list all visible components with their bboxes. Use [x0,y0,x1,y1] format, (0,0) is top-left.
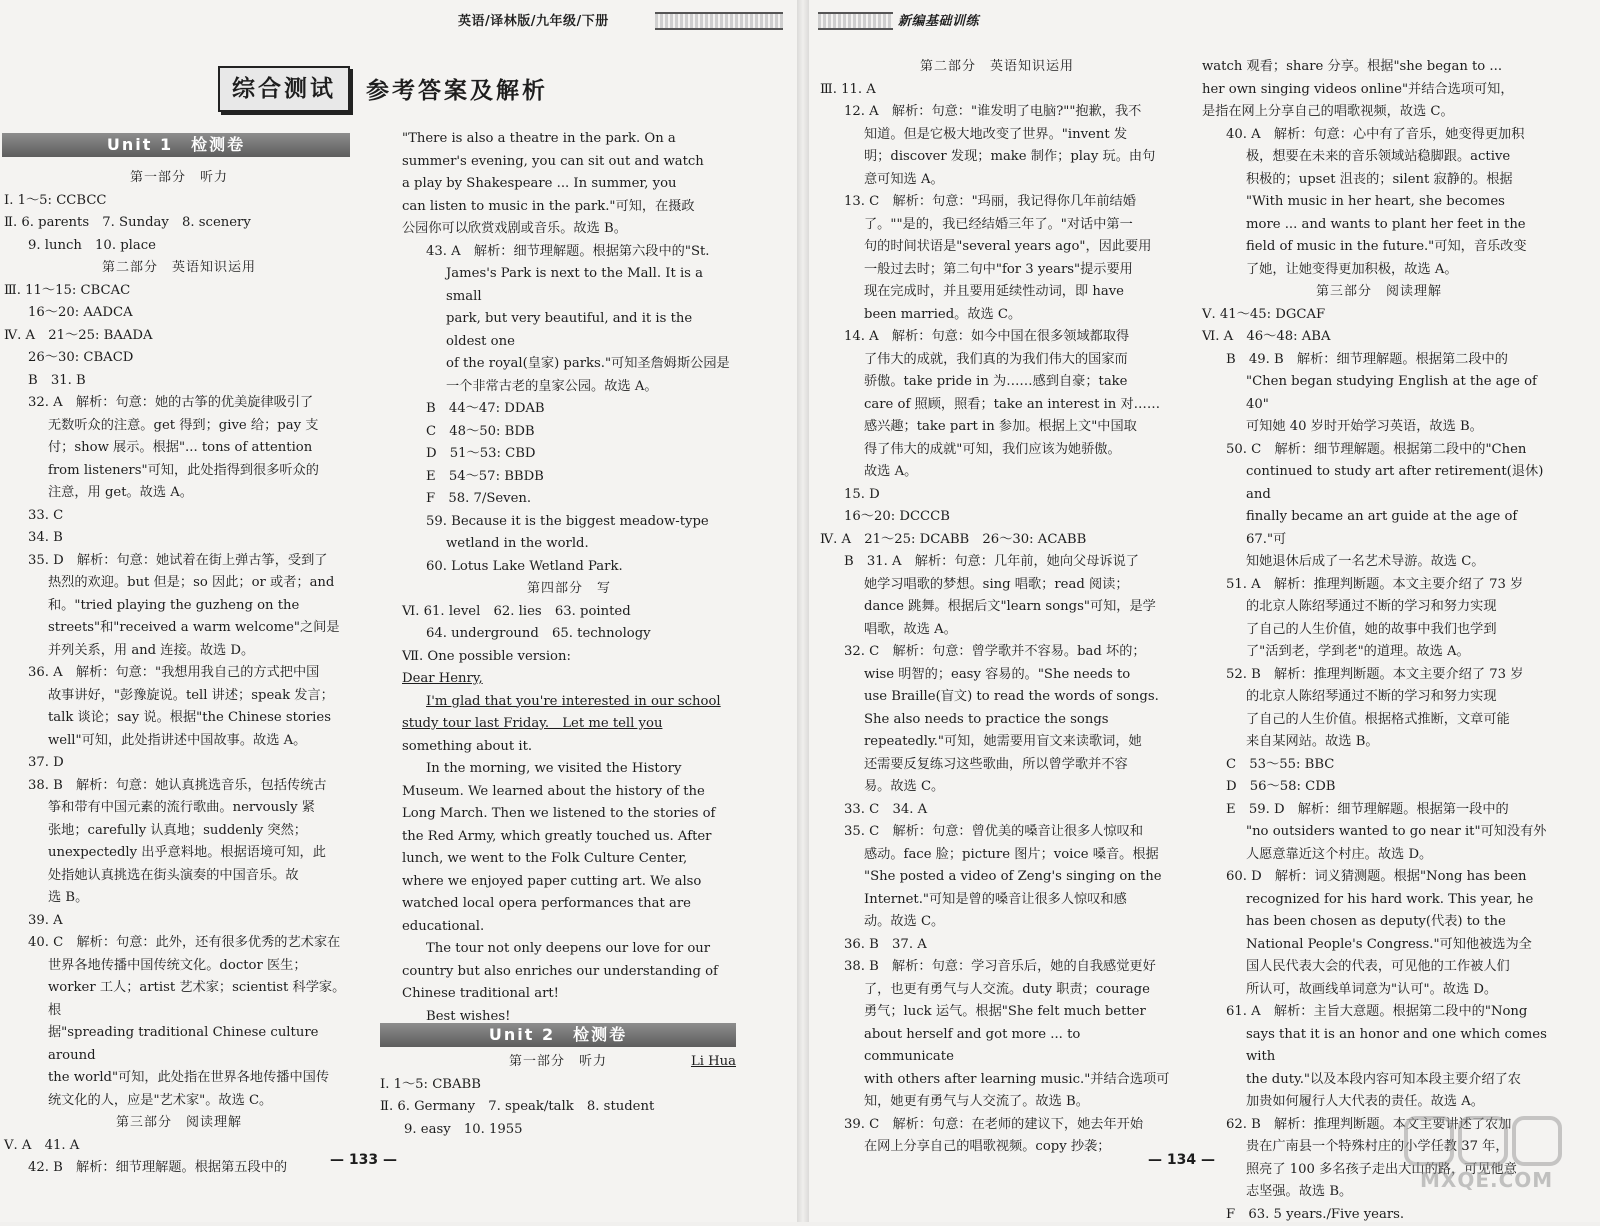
header-band-right [818,12,893,30]
answer-line: 知她退休后成了一名艺术导游。故选 C。 [1202,551,1556,574]
answer-line: Internet."可知是曾的嗓音让很多人惊叹和感 [820,889,1174,912]
section-title-box: 综合测试 [218,66,350,112]
answer-line: well"可知，此处指讲述中国故事。故选 A。 [4,730,354,753]
answer-line: 第二部分 英语知识运用 [4,257,354,280]
answer-line: the Red Army, which greatly touched us. After [402,826,736,849]
answer-line: 热烈的欢迎。but 但是；so 因此；or 或者；and [4,572,354,595]
answer-line: Ⅳ. A 21～25: DCABB 26～30: ACABB [820,529,1174,552]
answer-line: Ⅶ. One possible version: [402,646,736,669]
answer-line: 知道。但是它极大地改变了世界。"invent 发 [820,124,1174,147]
answer-line: Ⅲ. 11～15: CBCAC [4,280,354,303]
answer-column-3 [820,56,1174,1159]
answer-line: 了"活到老，学到老"的道理。故选 A。 [1202,641,1556,664]
unit1-banner: Unit 1 检测卷 [2,133,350,157]
answer-line: 了伟大的成就，我们真的为我们伟大的国家而 [820,349,1174,372]
answer-line: Museum. We learned about the history of the [402,781,736,804]
answer-line: of the royal(皇家) parks."可知圣詹姆斯公园是 [402,353,736,376]
answer-line: continued to study art after retirement(退休) and [1202,461,1556,506]
answer-line: 15. D [820,484,1174,507]
answer-line: 加贵如何履行人大代表的责任。故选 A。 [1202,1091,1556,1114]
answer-line: 动。故选 C。 [820,911,1174,934]
answer-line: 第一部分 听力 [380,1051,736,1074]
answer-line: 32. A 解析：句意：她的古筝的优美旋律吸引了 [4,392,354,415]
answer-line: streets"和"received a warm welcome"之间是 [4,617,354,640]
answer-line: unexpectedly 出乎意料地。根据语境可知，此 [4,842,354,865]
answer-line: watch 观看；share 分享。根据"she began to ... [1202,56,1556,79]
answer-line: worker 工人；artist 艺术家；scientist 科学家。根 [4,977,354,1022]
answer-line: 她学习唱歌的梦想。sing 唱歌；read 阅读； [820,574,1174,597]
answer-line: 32. C 解析：句意：曾学歌并不容易。bad 坏的； [820,641,1174,664]
header-book-info: 英语/译林版/九年级/下册 [458,10,609,29]
answer-line: has been chosen as deputy(代表) to the [1202,911,1556,934]
answer-line: watched local opera performances that are [402,893,736,916]
answer-line: 是指在网上分享自己的唱歌视频，故选 C。 [1202,101,1556,124]
answer-line: can listen to music in the park."可知，在摄政 [402,196,736,219]
answer-line: educational. [402,916,736,939]
answer-line: 36. A 解析：句意："我想用我自己的方式把中国 [4,662,354,685]
answer-line: 得了伟大的成就"可知，我们应该为她骄傲。 [820,439,1174,462]
answer-line: 勇气；luck 运气。根据"She felt much better [820,1001,1174,1024]
answer-line: D 56～58: CDB [1202,776,1556,799]
answer-line: study tour last Friday. Let me tell you [402,713,736,736]
answer-line: 付；show 展示。根据"... tons of attention [4,437,354,460]
answer-line: 52. B 解析：推理判断题。本文主要介绍了 73 岁 [1202,664,1556,687]
answer-line: 50. C 解析：细节理解题。根据第二段中的"Chen [1202,439,1556,462]
answer-line: B 44～47: DDAB [402,398,736,421]
answer-line: finally became an art guide at the age of 67."可 [1202,506,1556,551]
answer-line: 9. lunch 10. place [4,235,354,258]
answer-column-4 [1202,56,1556,1226]
answer-line: from listeners"可知，此处指得到很多听众的 [4,460,354,483]
answer-line: 感动。face 脸；picture 图片；voice 嗓音。根据 [820,844,1174,867]
answer-line: Ⅵ. A 46～48: ABA [1202,326,1556,349]
answer-line: B 31. A 解析：句意：几年前，她向父母诉说了 [820,551,1174,574]
answer-line: 43. A 解析：细节理解题。根据第六段中的"St. [402,241,736,264]
answer-line: 35. D 解析：句意：她试着在街上弹古筝，受到了 [4,550,354,573]
answer-line: 所认可，故画线单词意为"认可"。故选 D。 [1202,979,1556,1002]
answer-line: 39. A [4,910,354,933]
answer-line: Li Hua [402,1051,736,1074]
answer-line: F 63. 5 years./Five years. [1202,1204,1556,1226]
answer-line: 照亮了 100 多名孩子走出大山的路，可见他意 [1202,1159,1556,1182]
answer-line: Ⅵ. 61. level 62. lies 63. pointed [402,601,736,624]
answer-line: the duty."以及本段内容可知本段主要介绍了农 [1202,1069,1556,1092]
answer-line: National People's Congress."可知他被选为全 [1202,934,1556,957]
answer-line: 13. C 解析：句意："玛丽，我记得你几年前结婚 [820,191,1174,214]
answer-line: something about it. [402,736,736,759]
answer-line: 26～30: CBACD [4,347,354,370]
answer-line: 唱歌，故选 A。 [820,619,1174,642]
answer-line: James's Park is next to the Mall. It is a small [402,263,736,308]
answer-line: Ⅳ. A 21～25: BAADA [4,325,354,348]
unit2-banner: Unit 2 检测卷 [380,1023,736,1047]
answer-line: 60. D 解析：词义猜测题。根据"Nong has been [1202,866,1556,889]
answer-line: 志坚强。故选 B。 [1202,1181,1556,1204]
answer-line: 了，也更有勇气与人交流。duty 职责；courage [820,979,1174,1002]
answer-line: 国人民代表大会的代表，可见他的工作被人们 [1202,956,1556,979]
answer-line: 16～20: DCCCB [820,506,1174,529]
answer-line: dance 跳舞。根据后文"learn songs"可知，是学 [820,596,1174,619]
answer-line: 筝和带有中国元素的流行歌曲。nervously 紧 [4,797,354,820]
answer-line: 注意，用 get。故选 A。 [4,482,354,505]
answer-line: 39. C 解析：句意：在老师的建议下，她去年开始 [820,1114,1174,1137]
answer-line: Ⅲ. 11. A [820,79,1174,102]
answer-line: 公园你可以欣赏戏剧或音乐。故选 B。 [402,218,736,241]
answer-line: 第三部分 阅读理解 [1202,281,1556,304]
answer-line: 14. A 解析：句意：如今中国在很多领域都取得 [820,326,1174,349]
answer-line: E 54～57: BBDB [402,466,736,489]
answer-line: 明；discover 发现；make 制作；play 玩。由句 [820,146,1174,169]
answer-line: wetland in the world. [402,533,736,556]
answer-line: 故事讲好，"彭豫旋说。tell 讲述；speak 发言； [4,685,354,708]
header-series-name: 新编基础训练 [898,10,979,29]
answer-line: 选 B。 [4,887,354,910]
answer-line: use Braille(盲文) to read the words of songs. [820,686,1174,709]
answer-line: 61. A 解析：主旨大意题。根据第二段中的"Nong [1202,1001,1556,1024]
answer-line: repeatedly."可知，她需要用盲文来读歌词，她 [820,731,1174,754]
answer-line: 33. C 34. A [820,799,1174,822]
answer-line: 感兴趣；take part in 参加。根据上文"中国取 [820,416,1174,439]
answer-line: "She posted a video of Zeng's singing on the [820,866,1174,889]
answer-line: 可知她 40 岁时开始学习英语，故选 B。 [1202,416,1556,439]
answer-line: 一个非常古老的皇家公园。故选 A。 [402,376,736,399]
answer-line: She also needs to practice the songs [820,709,1174,732]
answer-line: 一般过去时；第二句中"for 3 years"提示要用 [820,259,1174,282]
answer-line: C 48～50: BDB [402,421,736,444]
answer-line: Chinese traditional art! [402,983,736,1006]
answer-line: lunch, we went to the Folk Culture Center, [402,848,736,871]
answer-line: field of music in the future."可知，音乐改变 [1202,236,1556,259]
answer-line: 第四部分 写 [402,578,736,601]
header-band-left [655,12,783,30]
answer-line: Ⅱ. 6. parents 7. Sunday 8. scenery [4,212,354,235]
answer-line: Best wishes! [402,1006,736,1029]
answer-line: Long March. Then we listened to the stories of [402,803,736,826]
answer-line: been married。故选 C。 [820,304,1174,327]
answer-line: 59. Because it is the biggest meadow-type [402,511,736,534]
answer-line: B 31. B [4,370,354,393]
answer-line: 积极的；upset 沮丧的；silent 寂静的。根据 [1202,169,1556,192]
answer-line: 35. C 解析：句意：曾优美的嗓音让很多人惊叹和 [820,821,1174,844]
answer-line: 句的时间状语是"several years ago"，因此要用 [820,236,1174,259]
answer-line: 16～20: AADCA [4,302,354,325]
answer-line: Ⅴ. 41～45: DGCAF [1202,304,1556,327]
answer-line: 的北京人陈绍琴通过不断的学习和努力实现 [1202,686,1556,709]
answer-line: where we enjoyed paper cutting art. We also [402,871,736,894]
answer-line: Ⅱ. 6. Germany 7. speak/talk 8. student [380,1096,736,1119]
answer-line: 33. C [4,505,354,528]
answer-column-2 [402,128,736,1073]
answer-line: the world"可知，此处指在世界各地传播中国传 [4,1067,354,1090]
answer-line: a play by Shakespeare ... In summer, you [402,173,736,196]
answer-line: 知，她更有勇气与人交流了。故选 B。 [820,1091,1174,1114]
answer-line: 60. Lotus Lake Wetland Park. [402,556,736,579]
answer-line: Dear Henry, [402,668,736,691]
answer-line: summer's evening, you can sit out and watch [402,151,736,174]
page-gutter [797,0,809,1222]
answer-line: country but also enriches our understanding of [402,961,736,984]
answer-line: 了自己的人生价值，她的故事中我们也学到 [1202,619,1556,642]
answer-line: 还需要反复练习这些歌曲，所以曾学歌并不容 [820,754,1174,777]
answer-line: 64. underground 65. technology [402,623,736,646]
section-title-text: 参考答案及解析 [366,72,548,105]
answer-line: 42. B 解析：细节理解题。根据第五段中的 [4,1157,354,1180]
answer-line: 的北京人陈绍琴通过不断的学习和努力实现 [1202,596,1556,619]
answer-line: 贵在广南县一个特殊村庄的小学任教 37 年， [1202,1136,1556,1159]
answer-line: F 58. 7/Seven. [402,488,736,511]
answer-line: "Chen began studying English at the age of 40" [1202,371,1556,416]
answer-line: says that it is an honor and one which comes with [1202,1024,1556,1069]
answer-line: In the morning, we visited the History [402,758,736,781]
answer-line: 34. B [4,527,354,550]
answer-line: 易。故选 C。 [820,776,1174,799]
answer-line: 38. B 解析：句意：学习音乐后，她的自我感觉更好 [820,956,1174,979]
answer-line: her own singing videos online"并结合选项可知， [1202,79,1556,102]
answer-line: "no outsiders wanted to go near it"可知没有外 [1202,821,1556,844]
answer-line: 40. A 解析：句意：心中有了音乐，她变得更加积 [1202,124,1556,147]
answer-line: 人愿意靠近这个村庄。故选 D。 [1202,844,1556,867]
answer-line: talk 谈论；say 说。根据"the Chinese stories [4,707,354,730]
answer-line: more ... and wants to plant her feet in the [1202,214,1556,237]
answer-line: E 59. D 解析：细节理解题。根据第一段中的 [1202,799,1556,822]
answer-line: 世界各地传播中国传统文化。doctor 医生； [4,955,354,978]
answer-line: 第三部分 阅读理解 [4,1112,354,1135]
page-number-right: — 134 — [1148,1152,1215,1168]
answer-line: 第一部分 听力 [4,167,354,190]
answer-line: D 51～53: CBD [402,443,736,466]
answer-line: 意可知选 A。 [820,169,1174,192]
answer-line: 36. B 37. A [820,934,1174,957]
answer-line: park, but very beautiful, and it is the oldest one [402,308,736,353]
answer-line: 在网上分享自己的唱歌视频。copy 抄袭； [820,1136,1174,1159]
answer-line: C 53～55: BBC [1202,754,1556,777]
answer-line: "There is also a theatre in the park. On a [402,128,736,151]
answer-line: 了。""是的，我已经结婚三年了。"对话中第一 [820,214,1174,237]
answer-line: 并列关系，用 and 连接。故选 D。 [4,640,354,663]
answer-line: with others after learning music."并结合选项可 [820,1069,1174,1092]
answer-line: I'm glad that you're interested in our school [402,691,736,714]
answer-line: 骄傲。take pride in 为……感到自豪；take [820,371,1174,394]
answer-line: wise 明智的；easy 容易的。"She needs to [820,664,1174,687]
answer-line: 37. D [4,752,354,775]
answer-line: 故选 A。 [820,461,1174,484]
watermark-text: MXQE.COM [1420,1168,1553,1192]
answer-line: recognized for his hard work. This year, he [1202,889,1556,912]
answer-line: 来自某网站。故选 B。 [1202,731,1556,754]
answer-line: about herself and got more ... to communicate [820,1024,1174,1069]
answer-line: 极，想要在未来的音乐领域站稳脚跟。active [1202,146,1556,169]
answer-line: 51. A 解析：推理判断题。本文主要介绍了 73 岁 [1202,574,1556,597]
answer-line: 了她，让她变得更加积极，故选 A。 [1202,259,1556,282]
answer-line: 据"spreading traditional Chinese culture around [4,1022,354,1067]
answer-line: 现在完成时，并且要用延续性动词，即 have [820,281,1174,304]
answer-line: 12. A 解析：句意："谁发明了电脑?""抱歉，我不 [820,101,1174,124]
answer-line: 62. B 解析：推理判断题。本文主要讲述了农加 [1202,1114,1556,1137]
answer-line: 9. easy 10. 1955 [380,1119,736,1142]
answer-line: Ⅰ. 1～5: CBABB [380,1074,736,1097]
answer-line: 处指她认真挑选在街头演奏的中国音乐。故 [4,865,354,888]
answer-line: 和。"tried playing the guzheng on the [4,595,354,618]
answer-line: 无数听众的注意。get 得到；give 给；pay 支 [4,415,354,438]
answer-line: care of 照顾，照看；take an interest in 对…… [820,394,1174,417]
answer-line: The tour not only deepens our love for our [402,938,736,961]
answer-line: 38. B 解析：句意：她认真挑选音乐，包括传统古 [4,775,354,798]
answer-line: Ⅰ. 1～5: CCBCC [4,190,354,213]
answer-line: 40. C 解析：句意：此外，还有很多优秀的艺术家在 [4,932,354,955]
answer-column-2-unit2 [380,1051,736,1141]
answer-line: Ⅴ. A 41. A [4,1135,354,1158]
answer-line: "With music in her heart, she becomes [1202,191,1556,214]
page-number-left: — 133 — [330,1152,397,1168]
answer-line: 统文化的人，应是"艺术家"。故选 C。 [4,1090,354,1113]
answer-column-1 [4,167,354,1180]
answer-line: 了自己的人生价值。根据格式推断，文章可能 [1202,709,1556,732]
answer-line: 第二部分 英语知识运用 [820,56,1174,79]
answer-line: 张地；carefully 认真地；suddenly 突然； [4,820,354,843]
answer-line: B 49. B 解析：细节理解题。根据第二段中的 [1202,349,1556,372]
